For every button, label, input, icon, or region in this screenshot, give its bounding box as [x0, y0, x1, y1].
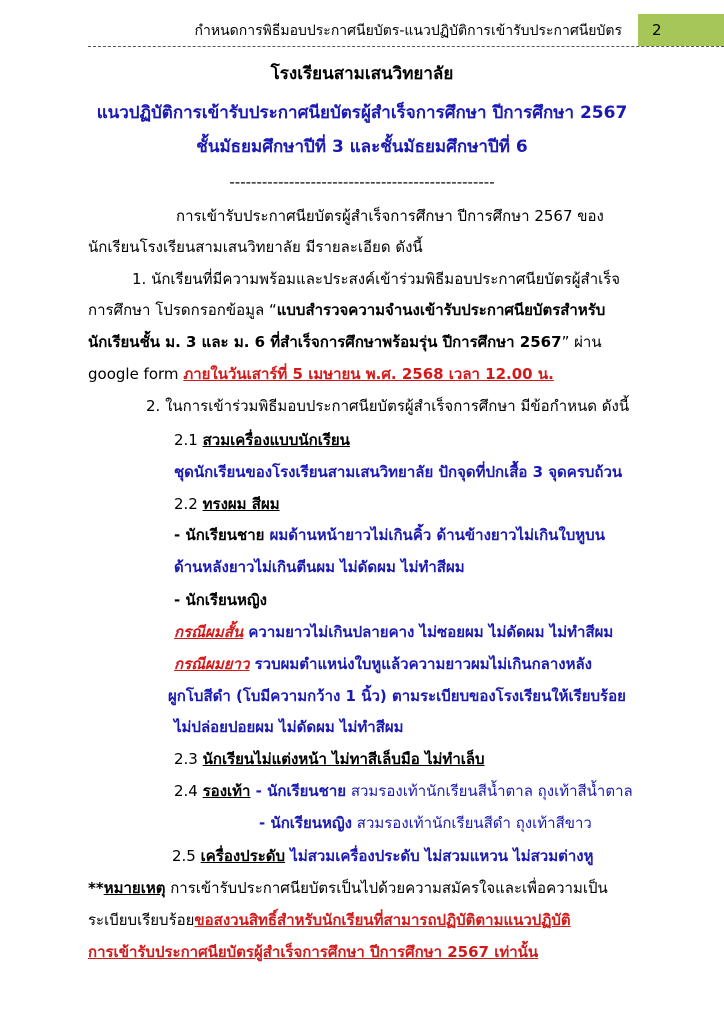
- boy-shoes-text: สวมรองเท้านักเรียนสีน้ำตาล ถุงเท้าสีน้ำตาล: [346, 782, 633, 800]
- item1-line-1: 1. นักเรียนที่มีความพร้อมและประสงค์เข้าร่วมพิธีมอบประกาศนียบัตรผู้สำเร็จ: [132, 270, 621, 288]
- section-number: 2.4: [174, 782, 203, 800]
- item1-line2-text: การศึกษา โปรดกรอกข้อมูล “: [88, 301, 277, 319]
- survey-name-part1: แบบสำรวจความจำนงเข้ารับประกาศนียบัตรสำหรับ: [276, 301, 606, 319]
- girl-label: - นักเรียนหญิง: [174, 591, 268, 609]
- section-2-4-line-2: [259, 813, 592, 833]
- deadline-text: ภายในวันเสาร์ที่ 5 เมษายน พ.ศ. 2568 เวลา 12.00 น.: [183, 365, 554, 383]
- jewelry-text: ไม่สวมเครื่องประดับ ไม่สวมแหวน ไม่สวมต่างหู: [285, 847, 594, 865]
- short-hair-text: ความยาวไม่เกินปลายคาง ไม่ซอยผม ไม่ดัดผม ไม่ทำสีผม: [243, 623, 614, 641]
- section-title: ทรงผม สีผม: [202, 495, 280, 513]
- school-name: โรงเรียนสามเสนวิทยาลัย: [270, 64, 454, 84]
- survey-name-part2: นักเรียนชั้น ม. 3 และ ม. 6 ที่สำเร็จการศึกษาพร้อมรุ่น ปีการศึกษา 2567: [88, 333, 562, 351]
- section-2-1-title: [174, 430, 350, 450]
- section-number: 2.2: [174, 495, 203, 513]
- note-line-1: [88, 878, 608, 898]
- girl-shoes-text: สวมรองเท้านักเรียนสีดำ ถุงเท้าสีขาว: [352, 814, 592, 832]
- section-2-4-line-1: [174, 781, 633, 801]
- girl-label: - นักเรียนหญิง: [259, 814, 353, 832]
- item1-line-2: [88, 300, 605, 320]
- long-hair-line-1: [174, 654, 592, 674]
- boy-hair-text: ผมด้านหน้ายาวไม่เกินคิ้ว ด้านข้างยาวไม่เกินใบหูบน: [269, 526, 605, 544]
- note-line-3: การเข้ารับประกาศนียบัตรผู้สำเร็จการศึกษา ปีการศึกษา 2567 เท่านั้น: [88, 943, 539, 961]
- long-hair-line-3: ไม่ปล่อยปอยผม ไม่ดัดผม ไม่ทำสีผม: [174, 718, 404, 736]
- section-number: 2.3: [174, 750, 203, 768]
- note-text: การเข้ารับประกาศนียบัตรเป็นไปด้วยความสมัครใจและเพื่อความเป็น: [165, 879, 608, 897]
- section-title: นักเรียนไม่แต่งหน้า ไม่ทาสีเล็บมือ ไม่ทำเล็บ: [202, 750, 485, 768]
- divider-line: -------------------------------------------------: [229, 173, 495, 191]
- item2-intro: 2. ในการเข้าร่วมพิธีมอบประกาศนียบัตรผู้สำเร็จการศึกษา มีข้อกำหนด ดังนี้: [146, 397, 630, 415]
- page-number-badge: 2: [638, 14, 724, 46]
- note-text: ระเบียบเรียบร้อย: [88, 911, 195, 929]
- heading-grade: ชั้นมัธยมศึกษาปีที่ 3 และชั้นมัธยมศึกษาปีที่ 6: [196, 137, 528, 157]
- section-title: เครื่องประดับ: [200, 847, 286, 865]
- page-header: [88, 14, 724, 47]
- section-number: 2.1: [174, 431, 203, 449]
- long-hair-label: กรณีผมยาว: [174, 655, 250, 673]
- section-title: สวมเครื่องแบบนักเรียน: [202, 431, 350, 449]
- section-number: 2.5: [172, 847, 201, 865]
- boy-hair-line-1: [174, 525, 605, 545]
- intro-line-2: นักเรียนโรงเรียนสามเสนวิทยาลัย มีรายละเอียด ดังนี้: [88, 238, 423, 256]
- heading-main: แนวปฏิบัติการเข้ารับประกาศนียบัตรผู้สำเร็จการศึกษา ปีการศึกษา 2567: [96, 103, 628, 123]
- section-2-3-title: [174, 749, 485, 769]
- section-2-1-text: ชุดนักเรียนของโรงเรียนสามเสนวิทยาลัย ปักจุดที่ปกเสื้อ 3 จุดครบถ้วน: [174, 463, 623, 481]
- header-title: กำหนดการพิธีมอบประกาศนียบัตร-แนวปฏิบัติการเข้ารับประกาศนียบัตร: [194, 23, 622, 39]
- item1-line-4: [88, 364, 554, 384]
- note-label: หมายเหตุ: [103, 879, 166, 897]
- note-emphasis: ขอสงวนสิทธิ์สำหรับนักเรียนที่สามารถปฏิบัติตามแนวปฏิบัติ: [194, 911, 571, 929]
- short-hair-label: กรณีผมสั้น: [174, 623, 244, 641]
- long-hair-text: รวบผมตำแหน่งใบหูแล้วความยาวผมไม่เกินกลางหลัง: [249, 655, 592, 673]
- section-2-5-title: [172, 846, 594, 866]
- boy-label: - นักเรียนชาย: [174, 526, 270, 544]
- section-title: รองเท้า: [202, 782, 251, 800]
- note-line-2: [88, 910, 571, 930]
- long-hair-line-2: ผูกโบสีดำ (โบมีความกว้าง 1 นิ้ว) ตามระเบียบของโรงเรียนให้เรียบร้อย: [168, 687, 626, 705]
- boy-hair-line-2: ด้านหลังยาวไม่เกินตีนผม ไม่ดัดผม ไม่ทำสีผม: [174, 558, 465, 576]
- short-hair-line: [174, 622, 613, 642]
- google-form-text: google form: [88, 365, 184, 383]
- item1-line-3: [88, 332, 602, 352]
- note-stars: **: [88, 879, 104, 897]
- boy-label: - นักเรียนชาย: [250, 782, 347, 800]
- section-2-2-title: [174, 494, 280, 514]
- item1-line3-tail: ” ผ่าน: [561, 333, 602, 351]
- intro-line-1: การเข้ารับประกาศนียบัตรผู้สำเร็จการศึกษา ปีการศึกษา 2567 ของ: [176, 207, 604, 225]
